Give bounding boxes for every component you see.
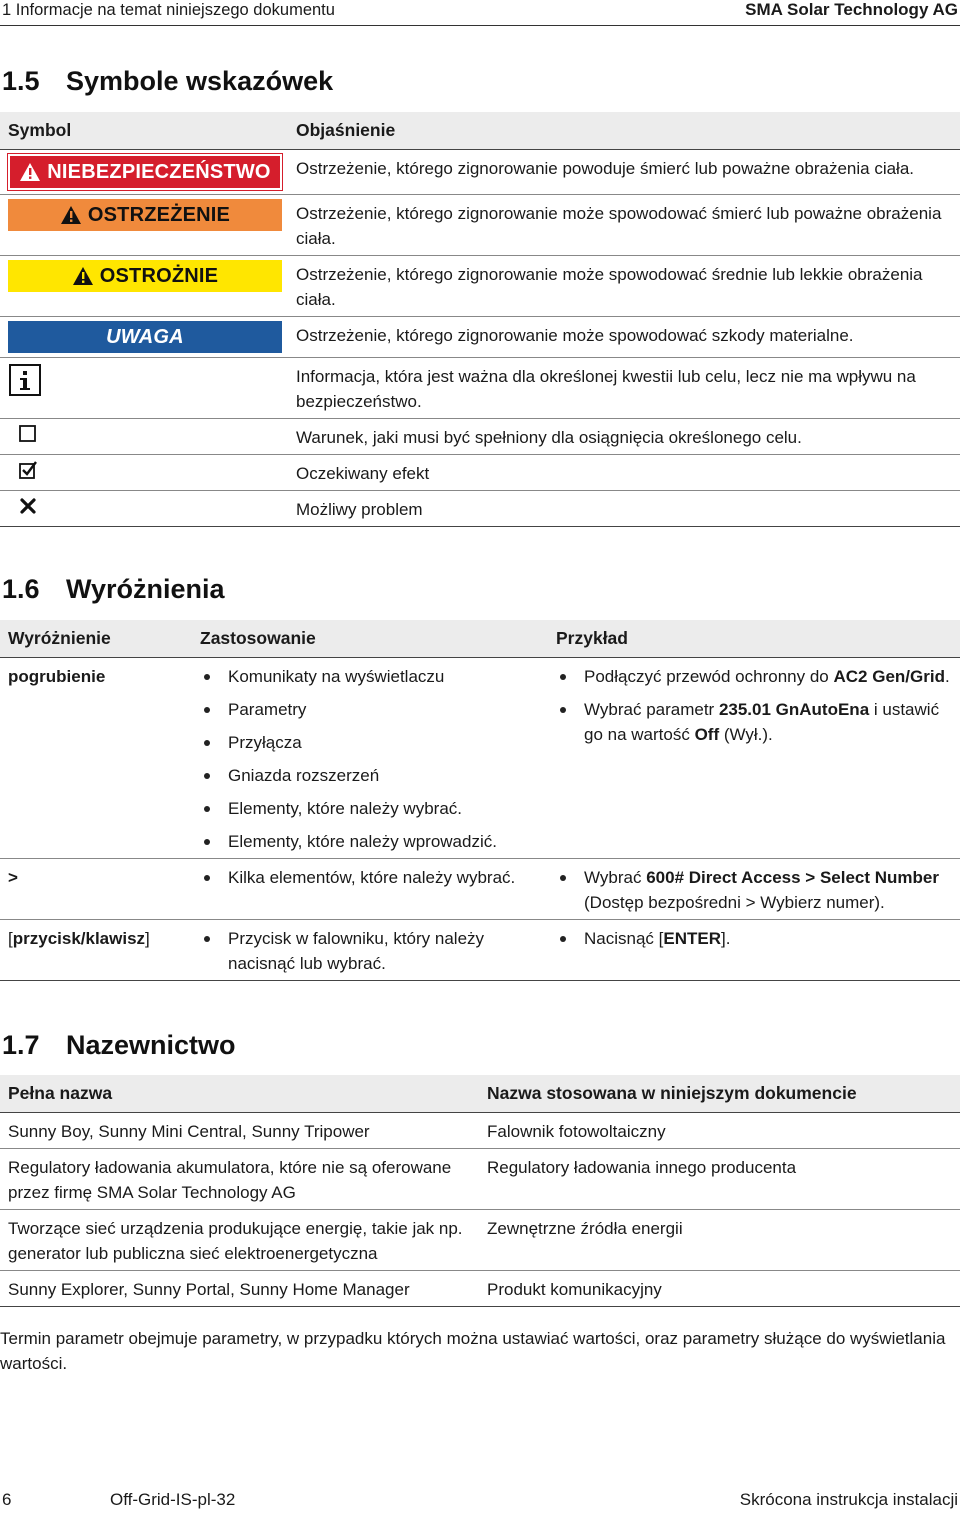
notice-badge: UWAGA: [8, 321, 282, 353]
column-header-full-name: Pełna nazwa: [0, 1075, 479, 1113]
section-title: Symbole wskazówek: [66, 66, 334, 96]
chapter-title: 1 Informacje na temat niniejszego dokumentu: [2, 1, 335, 19]
section-number: 1.5: [2, 66, 40, 96]
info-icon: [8, 363, 42, 397]
danger-badge: NIEBEZPIECZEŃSTWO: [8, 154, 282, 190]
table-row: [0, 1210, 960, 1271]
list-item: Wybrać 600# Direct Access > Select Number (Dostęp bezpośredni > Wybierz numer).: [556, 865, 952, 915]
column-header-example: Przykład: [548, 620, 960, 658]
table-row: [0, 195, 960, 256]
explanation-text: Ostrzeżenie, którego zignorowanie powoduje śmierć lub poważne obrażenia ciała.: [288, 150, 960, 195]
list-item: Gniazda rozszerzeń: [200, 763, 540, 788]
column-header-symbol: Symbol: [0, 112, 288, 150]
table-row: [0, 1271, 960, 1307]
section-number: 1.6: [2, 574, 40, 604]
table-row: [0, 658, 960, 859]
section-1-6-heading: [2, 574, 225, 605]
explanation-text: Ostrzeżenie, którego zignorowanie może spowodować śmierć lub poważne obrażenia ciała.: [288, 195, 960, 256]
usage-list: [200, 865, 540, 890]
full-name: Sunny Boy, Sunny Mini Central, Sunny Tripower: [0, 1113, 479, 1149]
table-row: [0, 859, 960, 920]
example-list: [556, 664, 952, 747]
section-1-7-heading: [2, 1030, 236, 1061]
highlight-label: >: [8, 868, 18, 887]
section-1-5-heading: [2, 66, 333, 97]
naming-table: [0, 1075, 960, 1307]
section-title: Nazewnictwo: [66, 1030, 236, 1060]
list-item: Komunikaty na wyświetlaczu: [200, 664, 540, 689]
list-item: Parametry: [200, 697, 540, 722]
list-item: Przycisk w falowniku, który należy nacisnąć lub wybrać.: [200, 926, 540, 976]
table-row: [0, 150, 960, 195]
used-name: Zewnętrzne źródła energii: [479, 1210, 960, 1271]
highlights-table: [0, 620, 960, 981]
list-item: Podłączyć przewód ochronny do AC2 Gen/Grid.: [556, 664, 952, 689]
highlight-label: pogrubienie: [8, 667, 106, 686]
table-row: [0, 1149, 960, 1210]
example-list: [556, 865, 952, 915]
section-number: 1.7: [2, 1030, 40, 1060]
caution-badge: OSTROŻNIE: [8, 260, 282, 292]
column-header-usage: Zastosowanie: [192, 620, 548, 658]
checkbox-checked-icon: [18, 460, 40, 482]
explanation-text: Oczekiwany efekt: [288, 455, 960, 491]
warning-triangle-icon: [72, 266, 94, 286]
document-id: Off-Grid-IS-pl-32: [110, 1490, 236, 1509]
page-header: [0, 0, 960, 26]
company-name: SMA Solar Technology AG: [745, 0, 958, 19]
column-header-used-name: Nazwa stosowana w niniejszym dokumencie: [479, 1075, 960, 1113]
table-row: [0, 419, 960, 455]
usage-list: [200, 664, 540, 854]
explanation-text: Warunek, jaki musi być spełniony dla osiągnięcia określonego celu.: [288, 419, 960, 455]
section-title: Wyróżnienia: [66, 574, 225, 604]
note-paragraph: Termin parametr obejmuje parametry, w przypadku których można ustawiać wartości, oraz parametry służące do wyświetlania wartości.: [0, 1329, 946, 1373]
table-row: [0, 358, 960, 419]
used-name: Regulatory ładowania innego producenta: [479, 1149, 960, 1210]
page-number: 6: [2, 1490, 12, 1509]
column-header-explanation: Objaśnienie: [288, 112, 960, 150]
example-list: [556, 926, 952, 951]
list-item: Kilka elementów, które należy wybrać.: [200, 865, 540, 890]
warning-triangle-icon: [19, 162, 41, 182]
list-item: Elementy, które należy wprowadzić.: [200, 829, 540, 854]
full-name: Regulatory ładowania akumulatora, które nie są oferowane przez firmę SMA Solar Technology AG: [0, 1149, 479, 1210]
table-row: [0, 455, 960, 491]
explanation-text: Informacja, która jest ważna dla określonej kwestii lub celu, lecz nie ma wpływu na bezpieczeństwo.: [288, 358, 960, 419]
list-item: Przyłącza: [200, 730, 540, 755]
table-row: [0, 256, 960, 317]
list-item: Nacisnąć [ENTER].: [556, 926, 952, 951]
used-name: Falownik fotowoltaiczny: [479, 1113, 960, 1149]
cross-icon: [18, 496, 40, 518]
table-row: [0, 317, 960, 358]
list-item: Elementy, które należy wybrać.: [200, 796, 540, 821]
document-title: Skrócona instrukcja instalacji: [739, 1490, 958, 1509]
warning-triangle-icon: [60, 205, 82, 225]
table-row: [0, 920, 960, 981]
explanation-text: Ostrzeżenie, którego zignorowanie może spowodować szkody materialne.: [288, 317, 960, 358]
checkbox-empty-icon: [18, 424, 40, 446]
explanation-text: Możliwy problem: [288, 491, 960, 527]
explanation-text: Ostrzeżenie, którego zignorowanie może spowodować średnie lub lekkie obrażenia ciała.: [288, 256, 960, 317]
highlight-label: [przycisk/klawisz]: [0, 920, 192, 981]
column-header-highlight: Wyróżnienie: [0, 620, 192, 658]
full-name: Tworzące sieć urządzenia produkujące energię, takie jak np. generator lub publiczna sieć elektroenergetyczna: [0, 1210, 479, 1271]
warning-badge: OSTRZEŻENIE: [8, 199, 282, 231]
table-row: [0, 491, 960, 527]
list-item: Wybrać parametr 235.01 GnAutoEna i ustawić go na wartość Off (Wył.).: [556, 697, 952, 747]
used-name: Produkt komunikacyjny: [479, 1271, 960, 1307]
symbols-table: [0, 112, 960, 527]
usage-list: [200, 926, 540, 976]
full-name: Sunny Explorer, Sunny Portal, Sunny Home Manager: [0, 1271, 479, 1307]
table-row: [0, 1113, 960, 1149]
